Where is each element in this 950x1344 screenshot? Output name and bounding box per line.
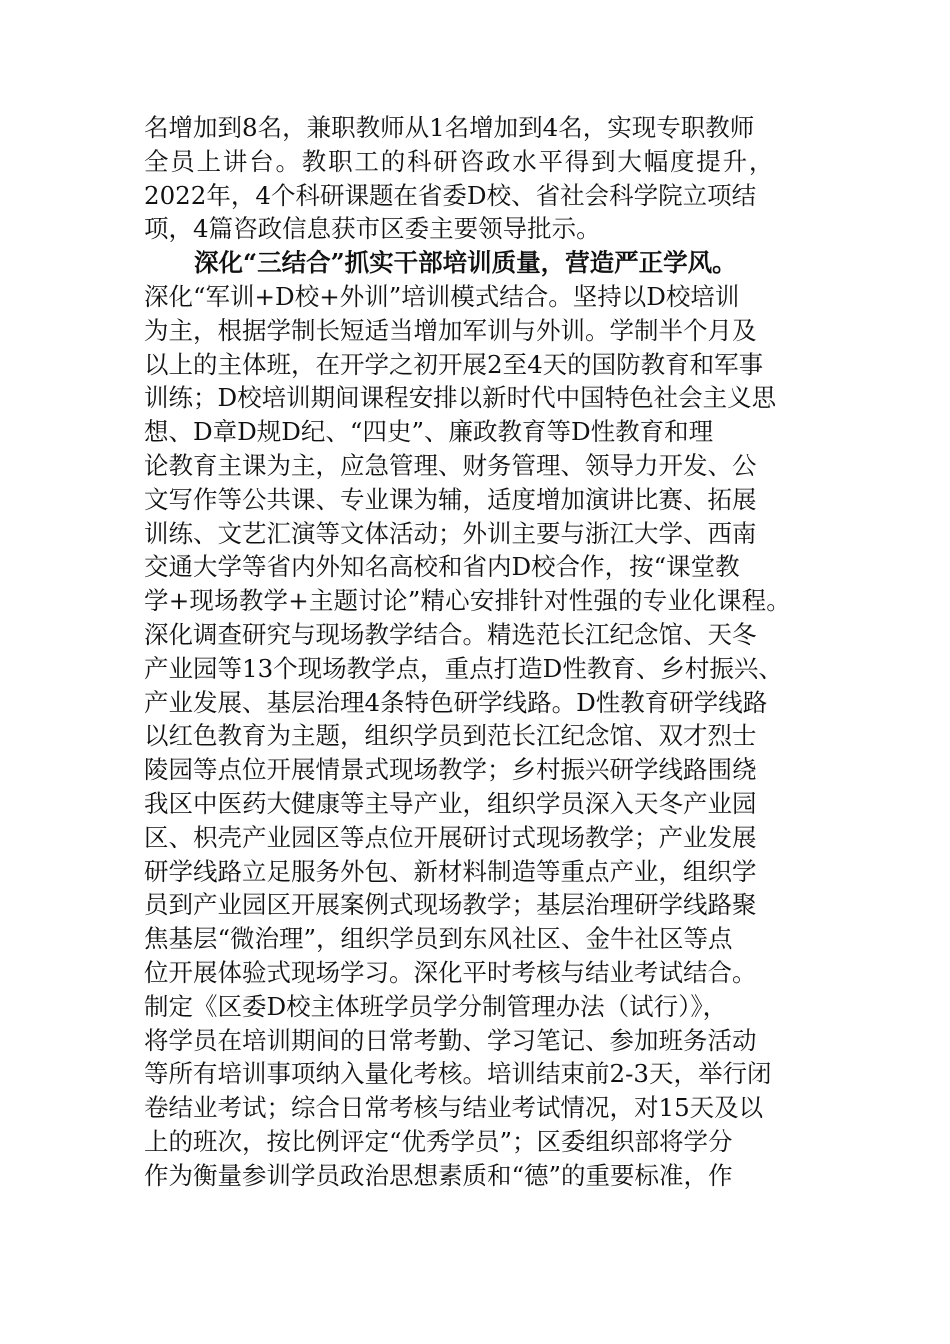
text-line: 区、枳壳产业园区等点位开展研讨式现场教学；产业发展 [144,822,757,852]
text-line: 2022年，4个科研课题在省委D校、省社会科学院立项结 [144,180,757,210]
text-line: 文写作等公共课、专业课为辅，适度增加演讲比赛、拓展 [144,484,757,514]
text-line: 以上的主体班，在开学之初开展2至4天的国防教育和军事 [144,349,764,379]
text-line: 论教育主课为主，应急管理、财务管理、领导力开发、公 [144,450,757,480]
text-line: 名增加到8名，兼职教师从1名增加到4名，实现专职教师 [144,113,755,142]
text-line: 全员上讲台。教职工的科研咨政水平得到大幅度提升， [144,146,776,176]
text-line: 研学线路立足服务外包、新材料制造等重点产业，组织学 [144,856,757,886]
text-line: 上的班次，按比例评定“优秀学员”；区委组织部将学分 [144,1126,733,1156]
text-line: 想、D章D规D纪、“四史”、廉政教育等D性教育和理 [144,417,714,447]
text-line: 训练、文艺汇演等文体活动；外训主要与浙江大学、西南 [144,518,757,548]
text-line: 作为衡量参训学员政治思想素质和“德”的重要标准，作 [144,1160,733,1190]
text-line: 产业园等13个现场教学点，重点打造D性教育、乡村振兴、 [144,653,783,683]
section-heading: 深化“三结合”抓实干部培训质量，营造严正学风。 [194,248,737,278]
text-line: 训练；D校培训期间课程安排以新时代中国特色社会主义思 [144,383,777,413]
text-line: 制定《区委D校主体班学员学分制管理办法（试行）》， [144,991,728,1021]
text-line: 卷结业考试；综合日常考核与结业考试情况，对15天及以 [144,1093,764,1123]
text-line: 交通大学等省内外知名高校和省内D校合作，按“课堂教 [144,552,740,582]
text-line: 深化“军训+D校+外训”培训模式结合。坚持以D校培训 [144,281,740,311]
text-line: 以红色教育为主题，组织学员到范长江纪念馆、双才烈士 [144,721,757,751]
text-line: 陵园等点位开展情景式现场教学；乡村振兴研学线路围绕 [144,755,757,785]
text-line: 项，4篇咨政信息获市区委主要领导批示。 [144,214,601,244]
text-line: 员到产业园区开展案例式现场教学；基层治理研学线路聚 [144,890,757,920]
text-line: 将学员在培训期间的日常考勤、学习笔记、参加班务活动 [144,1025,757,1055]
text-line: 我区中医药大健康等主导产业，组织学员深入天冬产业园 [144,788,757,818]
text-line: 深化调查研究与现场教学结合。精选范长江纪念馆、天冬 [144,619,757,649]
text-line: 焦基层“微治理”，组织学员到东风社区、金牛社区等点 [144,924,733,954]
text-line: 等所有培训事项纳入量化考核。培训结束前2-3天，举行闭 [144,1059,772,1089]
text-line: 产业发展、基层治理4条特色研学线路。D性教育研学线路 [144,687,768,717]
text-line: 学+现场教学+主题讨论”精心安排针对性强的专业化课程。 [144,586,791,616]
text-line: 位开展体验式现场学习。深化平时考核与结业考试结合。 [144,957,757,987]
text-line: 为主，根据学制长短适当增加军训与外训。学制半个月及 [144,315,757,345]
document-body [144,111,844,1193]
